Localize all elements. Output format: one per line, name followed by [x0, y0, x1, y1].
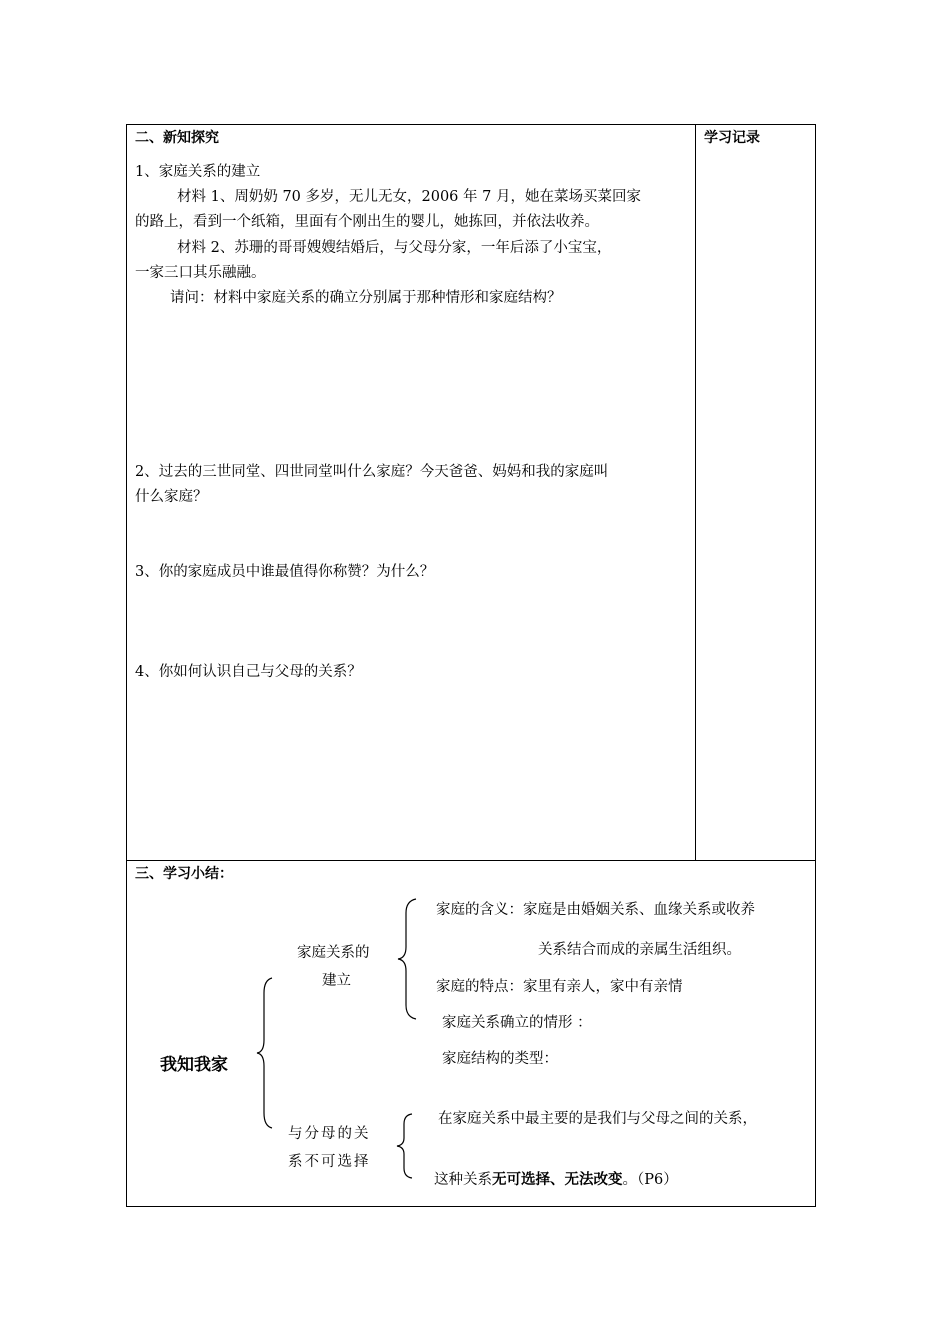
section3-title: 三、学习小结：: [135, 866, 233, 882]
material1-line2: 的路上，看到一个纸箱，里面有个刚出生的婴儿，她拣回，并依法收养。: [135, 214, 599, 230]
branch2-brace: [396, 1114, 412, 1178]
table-border-right: [815, 124, 816, 1207]
material1-line1: 材料 1、周奶奶 70 多岁，无儿无女，2006 年 7 月，她在菜场买菜回家: [177, 189, 641, 205]
b2-line2-bold: 无可选择、无法改变: [492, 1172, 623, 1188]
b2-line2: [434, 1170, 678, 1190]
material2-line2: 一家三口其乐融融。: [135, 265, 266, 281]
branch1-brace: [396, 899, 416, 1019]
q2-line2: 什么家庭？: [135, 489, 208, 505]
b1-item1-line1: 家庭的含义：家庭是由婚姻关系、血缘关系或收养: [436, 902, 755, 918]
b1-item4: 家庭结构的类型：: [442, 1051, 558, 1067]
q4: 4、你如何认识自己与父母的关系？: [135, 664, 362, 680]
column-divider: [695, 124, 696, 861]
q2-line1: 2、过去的三世同堂、四世同堂叫什么家庭？今天爸爸、妈妈和我的家庭叫: [135, 464, 609, 480]
material2-line1: 材料 2、苏珊的哥哥嫂嫂结婚后，与父母分家，一年后添了小宝宝，: [177, 240, 612, 256]
q1-heading: 1、家庭关系的建立: [135, 164, 261, 180]
row-divider: [126, 860, 816, 861]
branch2-label-line2: 系不可选择: [288, 1154, 371, 1170]
branch2-label-line1: 与分母的关: [288, 1126, 371, 1142]
b1-item2: 家庭的特点：家里有亲人，家中有亲情: [436, 979, 683, 995]
b1-item3: 家庭关系确立的情形 ：: [442, 1015, 592, 1031]
table-border-left: [126, 124, 127, 1207]
q1-question: 请问：材料中家庭关系的确立分别属于那种情形和家庭结构？: [170, 290, 562, 306]
record-header: 学习记录: [704, 130, 760, 146]
q3: 3、你的家庭成员中谁最值得你称赞？为什么？: [135, 564, 435, 580]
section2-title: 二、新知探究: [135, 130, 219, 146]
branch1-label-line1: 家庭关系的: [297, 945, 370, 961]
b2-line1: 在家庭关系中最主要的是我们与父母之间的关系，: [438, 1111, 757, 1127]
b2-line2-pre: 这种关系: [434, 1172, 492, 1188]
table-border-top: [126, 124, 816, 125]
branch1-label-line2: 建立: [322, 973, 351, 989]
b1-item1-line2: 关系结合而成的亲属生活组织。: [538, 942, 741, 958]
table-border-bottom: [126, 1206, 816, 1207]
b2-line2-post: 。（P6）: [622, 1172, 678, 1188]
mindmap-root: 我知我家: [160, 1055, 228, 1075]
root-brace: [256, 978, 276, 1128]
